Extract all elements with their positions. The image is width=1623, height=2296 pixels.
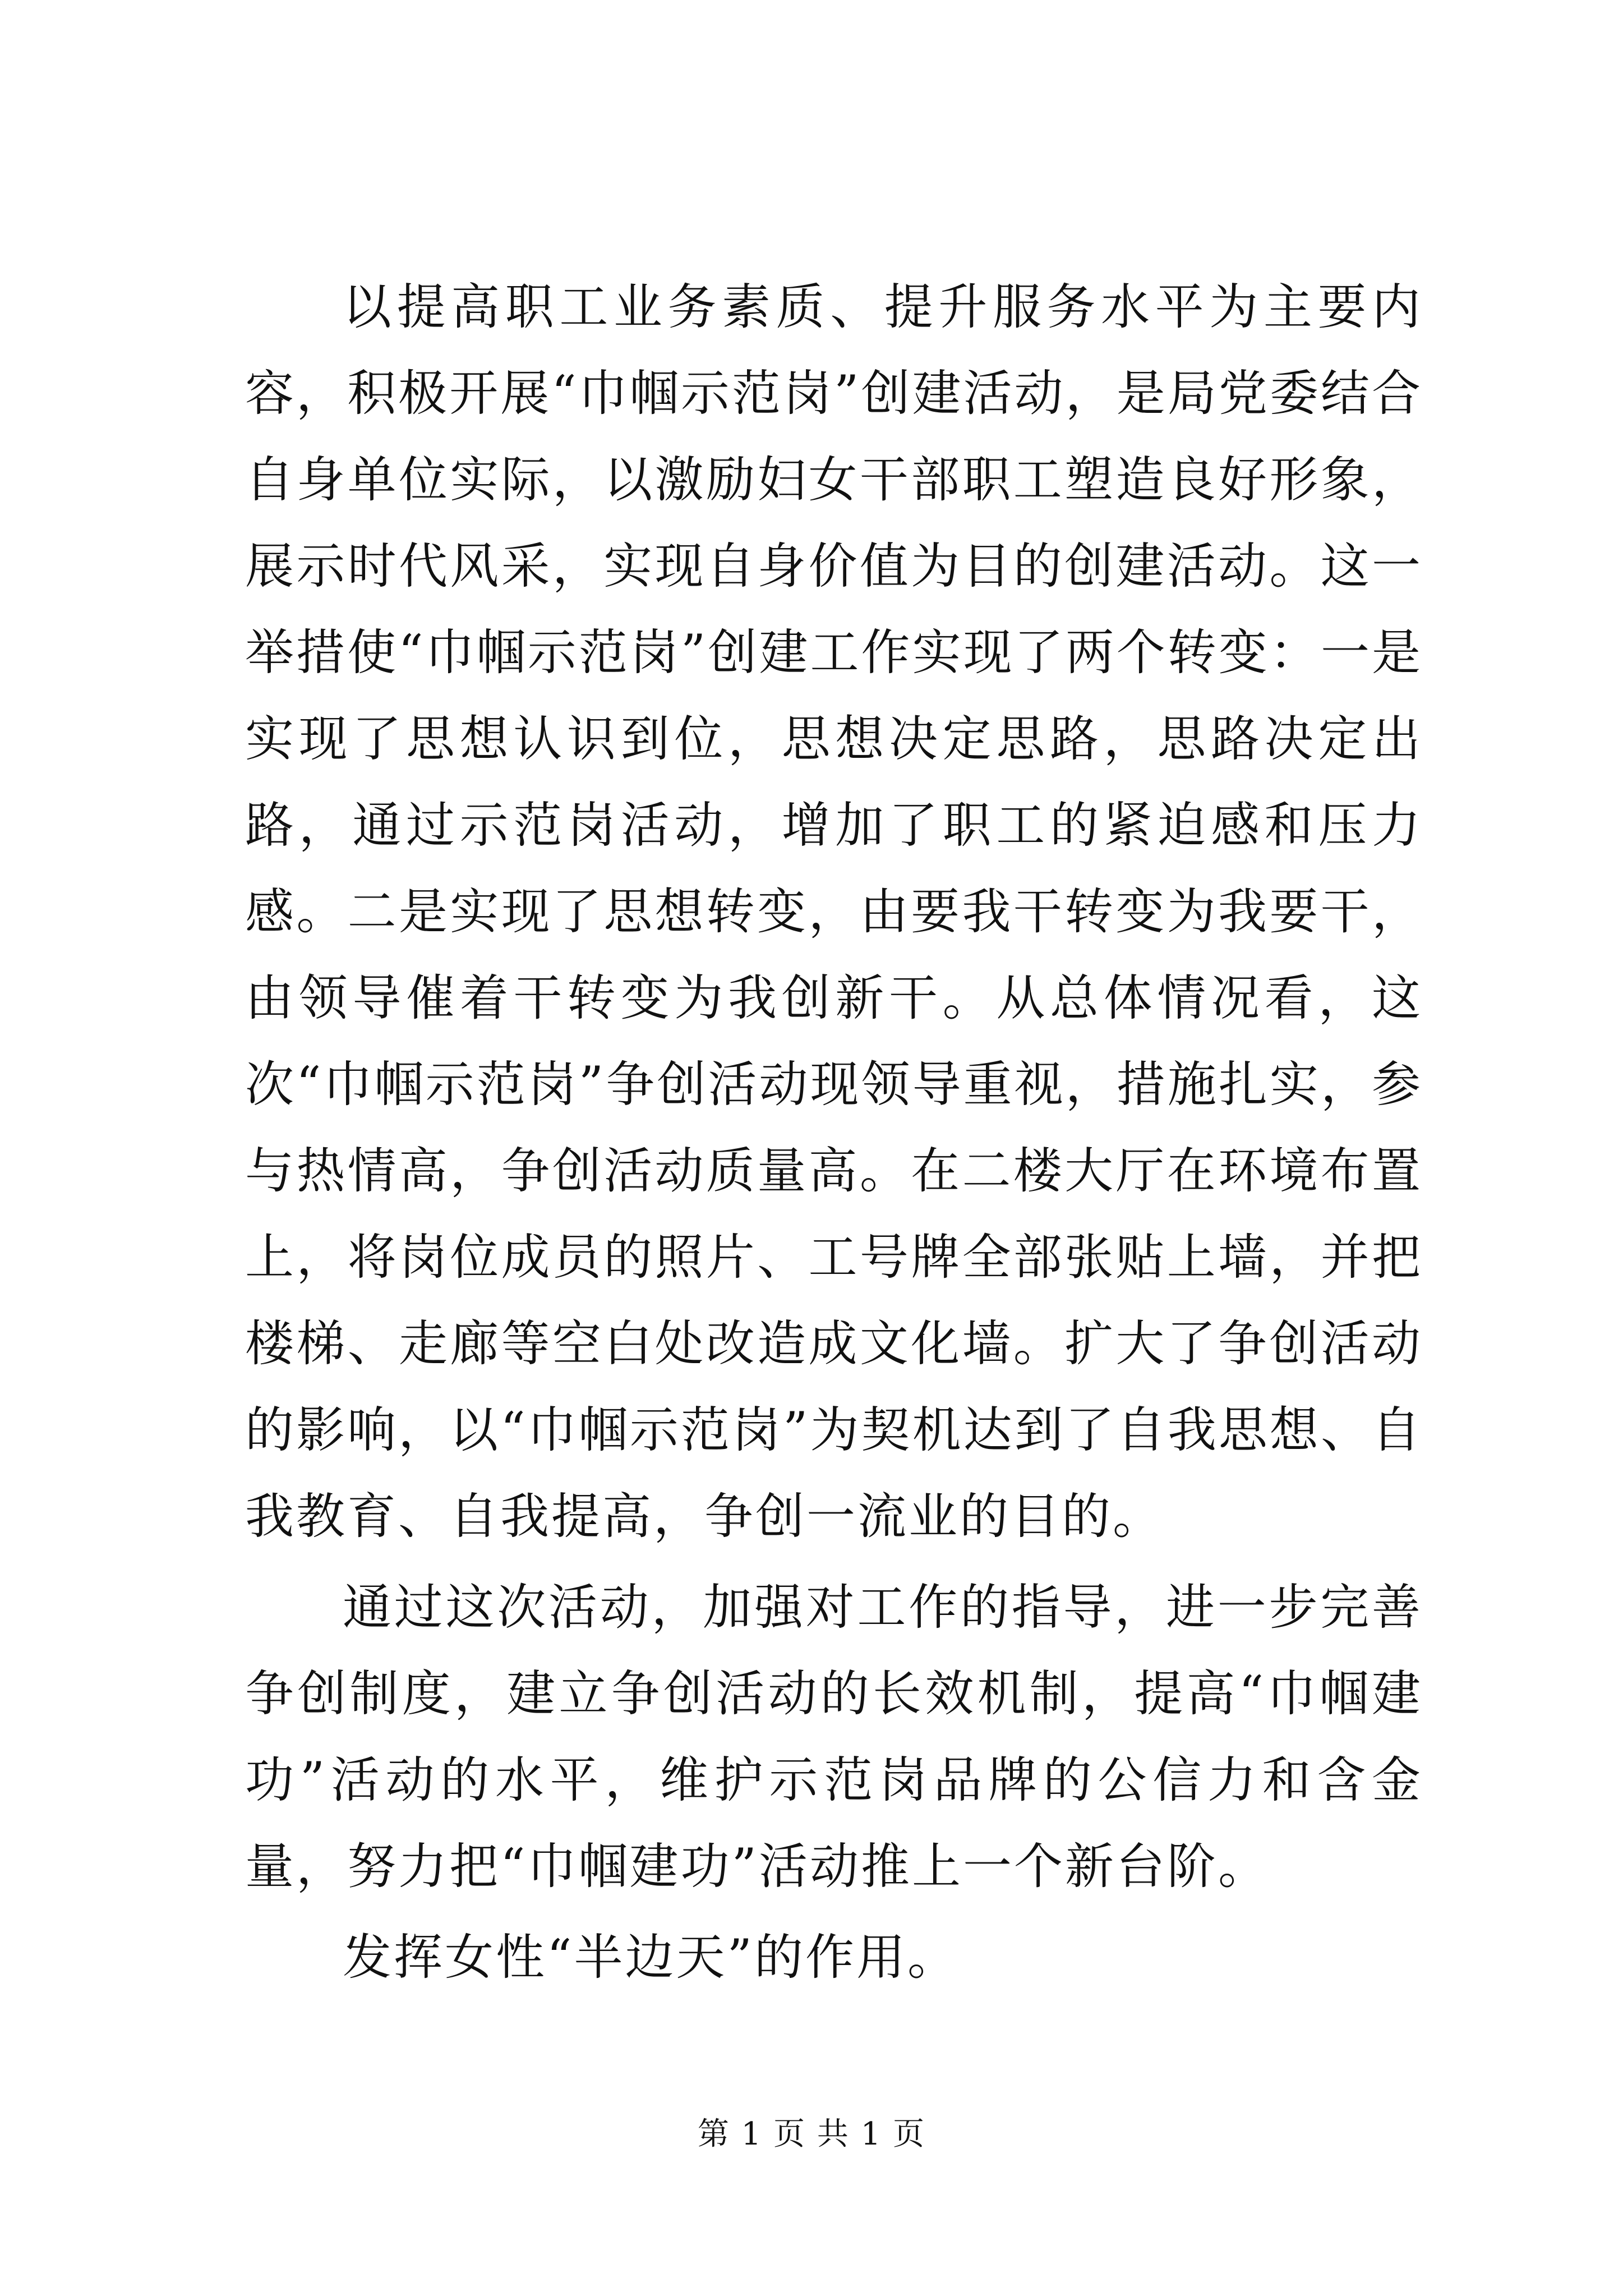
paragraph-2: 通过这次活动，加强对工作的指导，进一步完善争创制度，建立争创活动的长效机制，提高“巾帼建功”活动的水平，维护示范岗品牌的公信力和含金量，努力把“巾帼建功”活动推上一个新台阶。 bbox=[245, 1579, 1423, 1895]
paragraph-3: 发挥女性“半边天”的作用。 bbox=[343, 1929, 958, 1986]
document-body bbox=[245, 264, 1423, 2000]
page-footer: 第 1 页 共 1 页 bbox=[697, 2116, 926, 2152]
paragraph-1: 以提高职工业务素质、提升服务水平为主要内容，积极开展“巾帼示范岗”创建活动，是局党委结合自身单位实际，以激励妇女干部职工塑造良好形象，展示时代风采，实现自身价值为目的创建活动。这一举措使“巾帼示范岗”创建工作实现了两个转变：一是实现了思想认识到位，思想决定思路，思路决定出路，通过示范岗活动，增加了职工的紧迫感和压力感。二是实现了思想转变，由要我干转变为我要干，由领导催着干转变为我创新干。从总体情况看，这次“巾帼示范岗”争创活动现领导重视，措施扎实，参与热情高，争创活动质量高。在二楼大厅在环境布置上，将岗位成员的照片、工号牌全部张贴上墙，并把楼梯、走廊等空白处改造成文化墙。扩大了争创活动的影响，以“巾帼示范岗”为契机达到了自我思想、自我教育、自我提高，争创一流业的目的。 bbox=[245, 278, 1423, 1545]
